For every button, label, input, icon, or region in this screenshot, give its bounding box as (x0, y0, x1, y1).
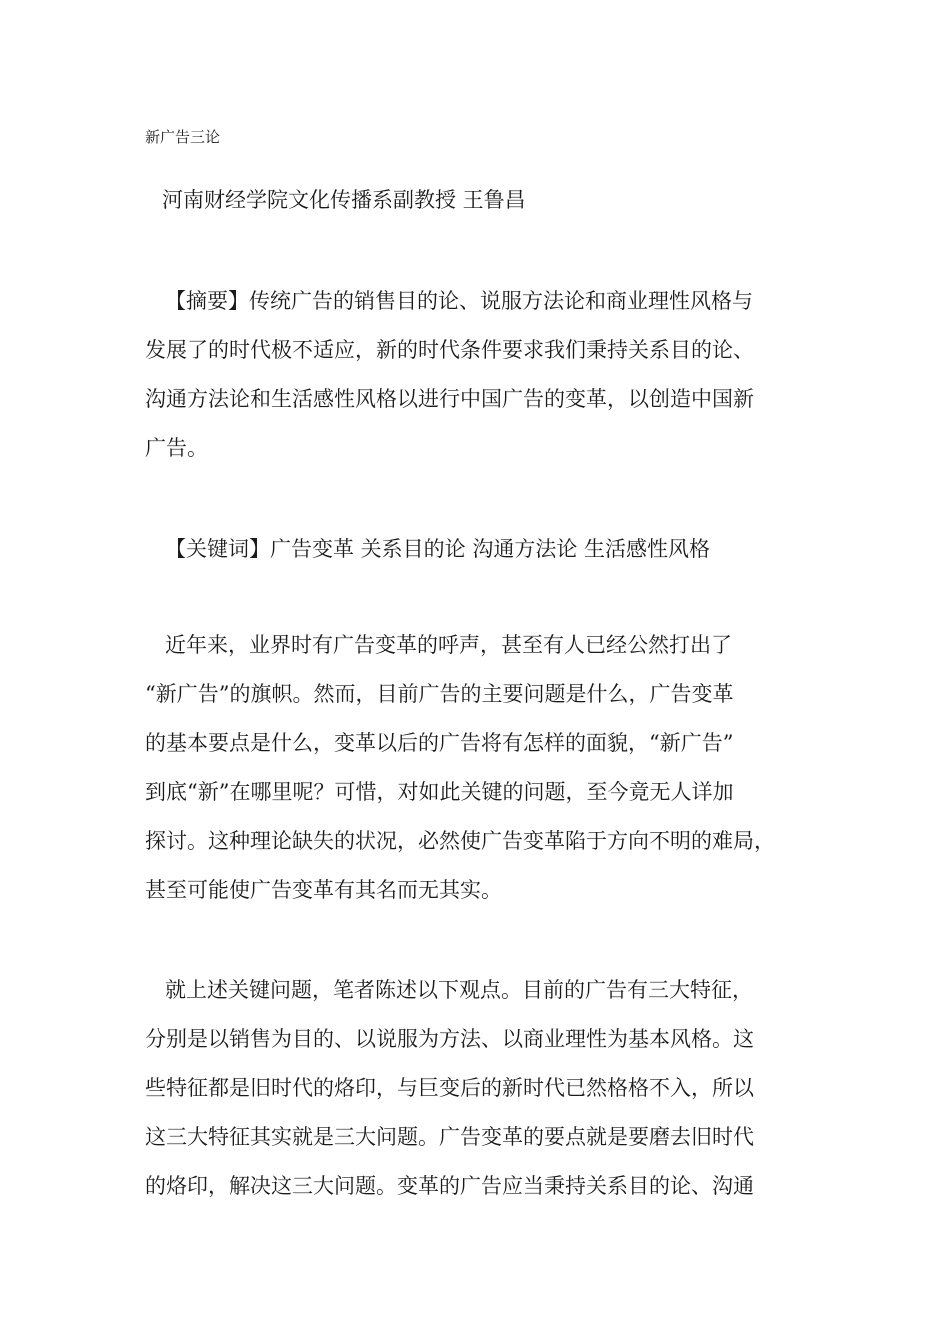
abstract-paragraph (145, 277, 825, 473)
body-line: 到底“新”在哪里呢？可惜，对如此关键的问题，至今竟无人详加 (145, 780, 734, 804)
body-paragraph-2 (145, 966, 825, 1211)
keywords-line: 【关键词】广告变革 关系目的论 沟通方法论 生活感性风格 (165, 537, 711, 561)
body-line: 就上述关键问题，笔者陈述以下观点。目前的广告有三大特征， (165, 978, 753, 1002)
body-line: 探讨。这种理论缺失的状况，必然使广告变革陷于方向不明的难局， (145, 829, 775, 853)
document-title: 新广告三论 (145, 128, 221, 146)
abstract-line: 广告。 (145, 436, 208, 460)
body-line: 这三大特征其实就是三大问题。广告变革的要点就是要磨去旧时代 (145, 1125, 754, 1149)
keywords-paragraph (145, 525, 825, 574)
body-line: 近年来，业界时有广告变革的呼声，甚至有人已经公然打出了 (165, 633, 732, 657)
body-line: 甚至可能使广告变革有其名而无其实。 (145, 878, 502, 902)
author-line: 河南财经学院文化传播系副教授 王鲁昌 (162, 188, 526, 212)
body-line: 的烙印，解决这三大问题。变革的广告应当秉持关系目的论、沟通 (145, 1174, 754, 1198)
body-line: “新广告”的旗帜。然而，目前广告的主要问题是什么，广告变革 (145, 682, 734, 706)
body-paragraph-1 (145, 621, 825, 915)
body-line: 的基本要点是什么，变革以后的广告将有怎样的面貌，“新广告” (145, 731, 734, 755)
body-line: 些特征都是旧时代的烙印，与巨变后的新时代已然格格不入，所以 (145, 1076, 754, 1100)
abstract-line: 沟通方法论和生活感性风格以进行中国广告的变革，以创造中国新 (145, 387, 754, 411)
abstract-line: 【摘要】传统广告的销售目的论、说服方法论和商业理性风格与 (165, 289, 753, 313)
abstract-line: 发展了的时代极不适应，新的时代条件要求我们秉持关系目的论、 (145, 338, 754, 362)
body-line: 分别是以销售为目的、以说服为方法、以商业理性为基本风格。这 (145, 1027, 754, 1051)
